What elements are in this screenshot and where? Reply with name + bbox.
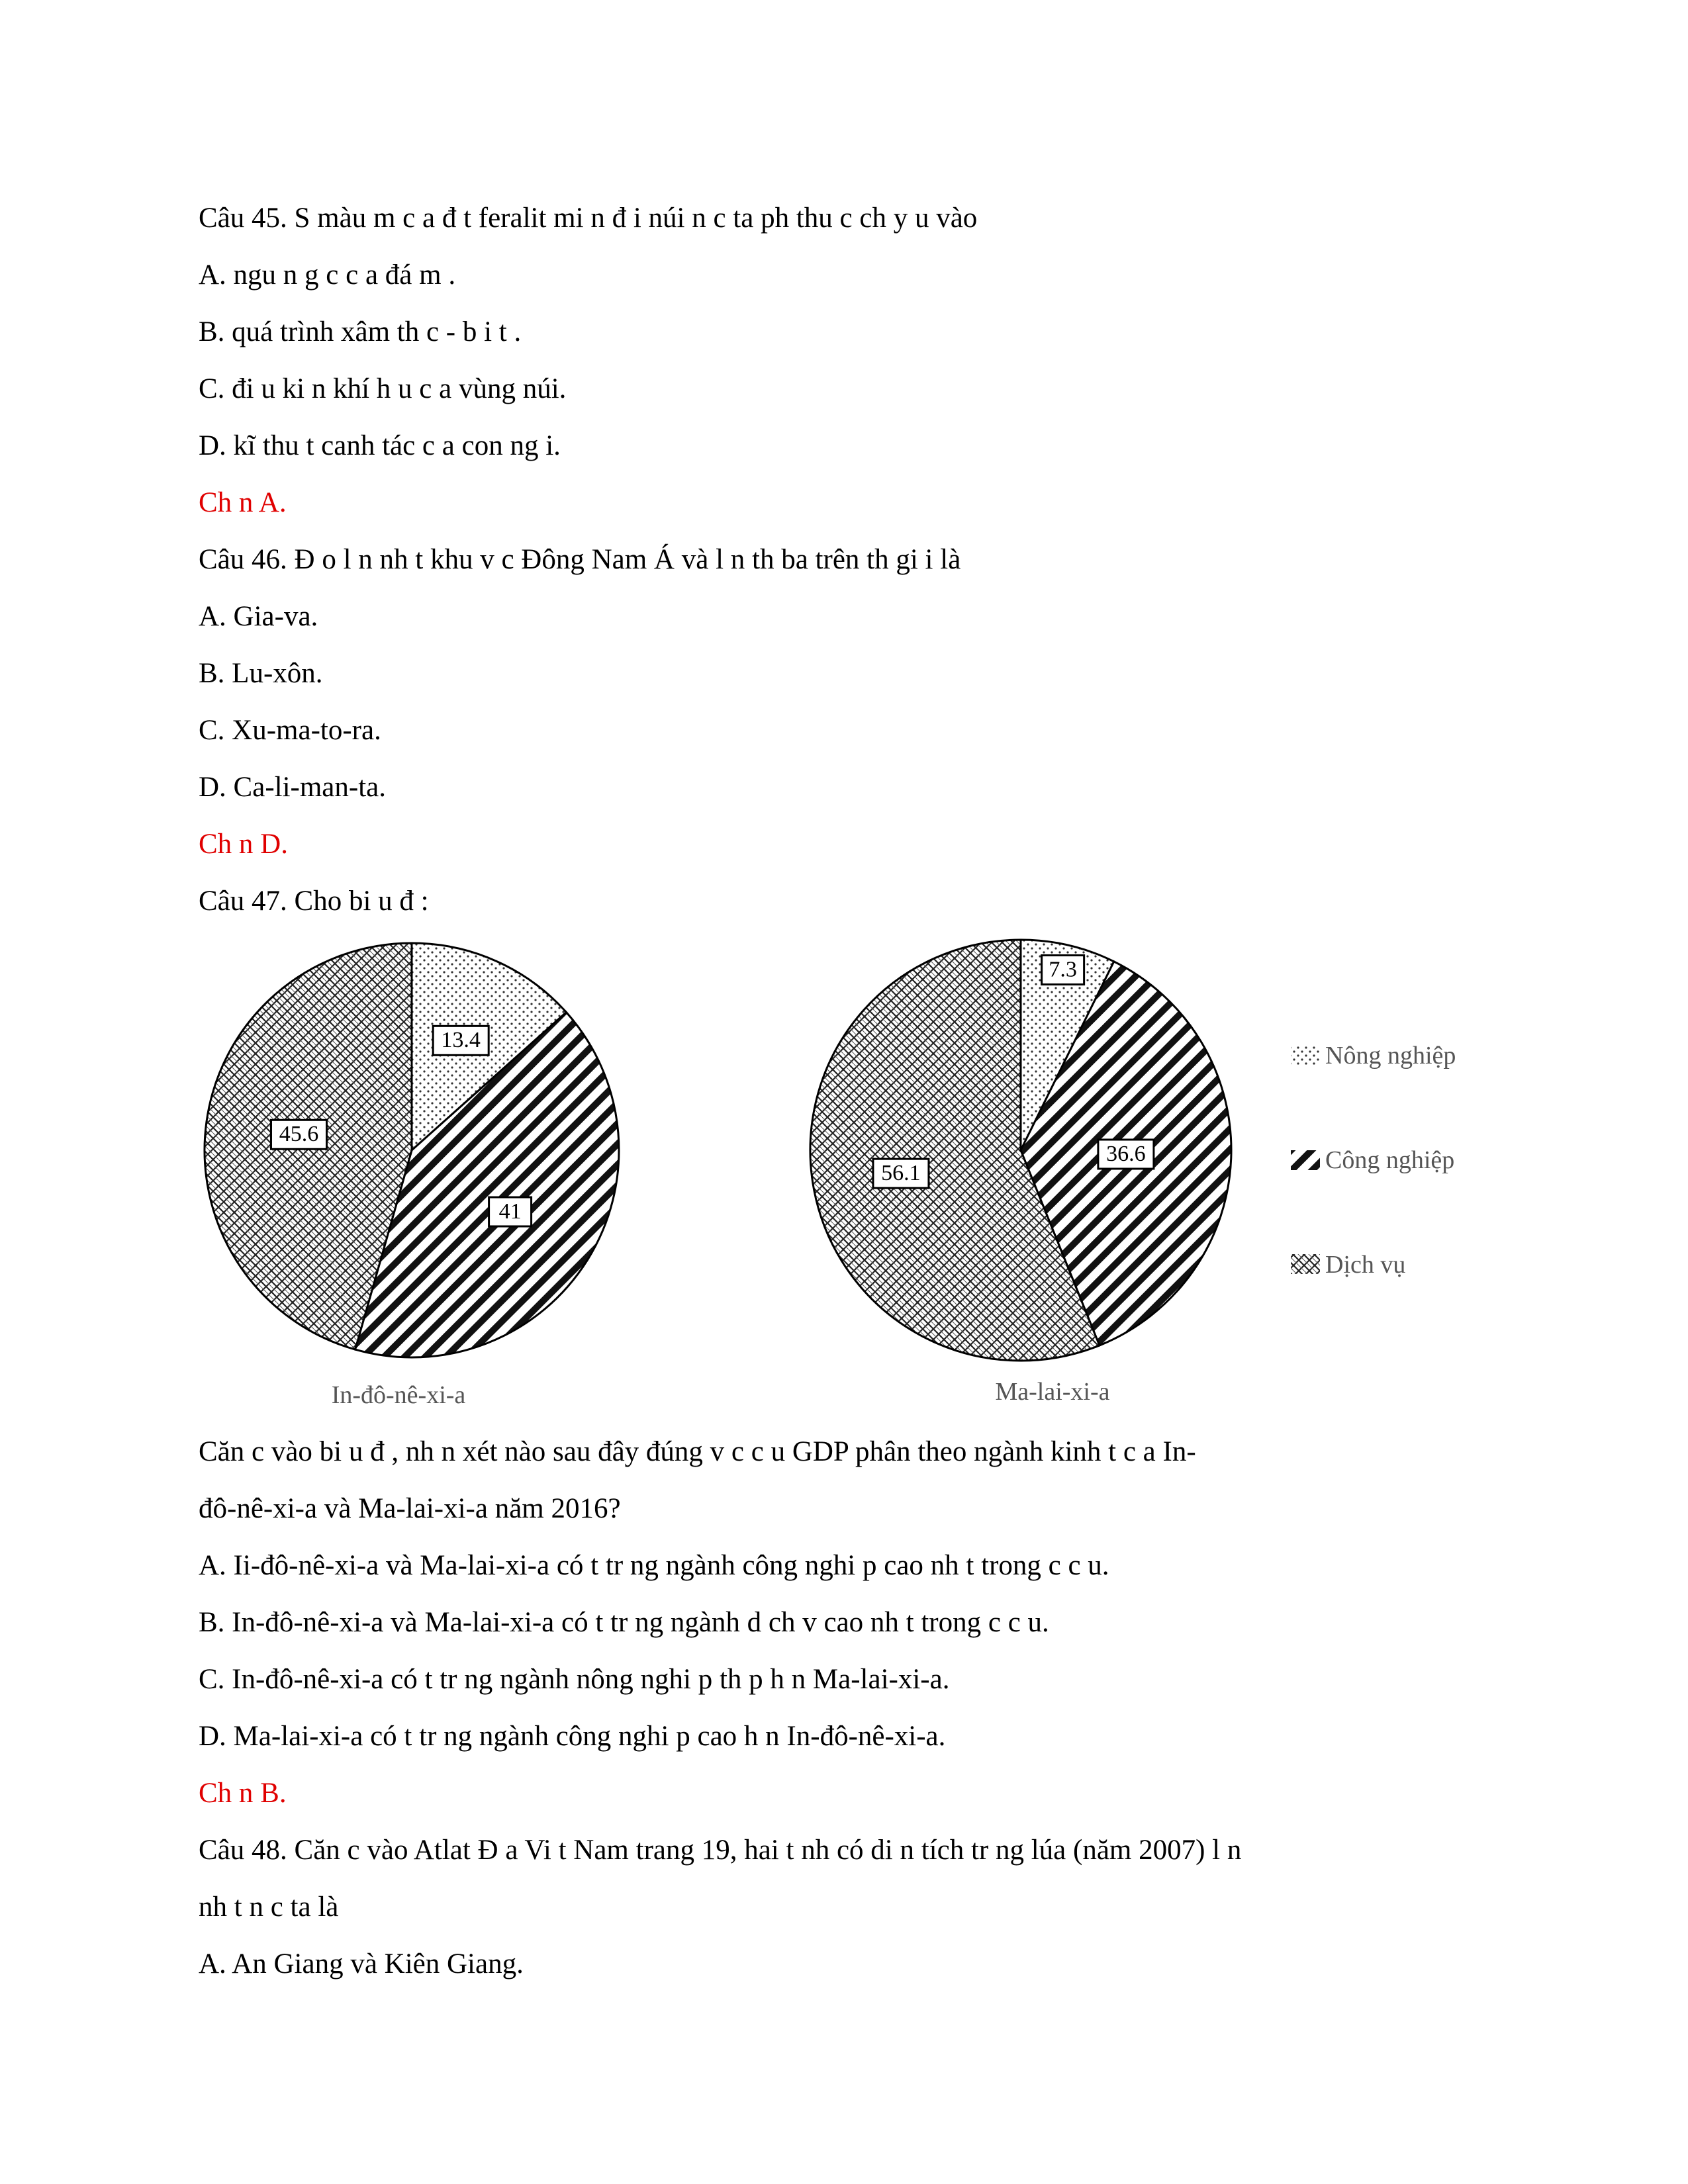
pie1-label-agriculture bbox=[1042, 955, 1084, 984]
pie0-label-agriculture bbox=[433, 1026, 489, 1055]
legend-item-agriculture bbox=[1291, 1042, 1456, 1069]
q46-option-a: A. Gia-va. bbox=[199, 601, 318, 632]
pie0-label-industry bbox=[489, 1197, 532, 1226]
q46-option-c: C. Xu-ma-to-ra. bbox=[199, 715, 381, 746]
q48-stem-line1: Câu 48. Căn c vào Atlat Đ a Vi t Nam trang 19, hai t nh có di n tích tr ng lúa (năm 2007) l n bbox=[199, 1835, 1242, 1866]
svg-text:7.3: 7.3 bbox=[1049, 957, 1077, 982]
q45-option-d: D. kĩ thu t canh tác c a con ng i. bbox=[199, 430, 561, 461]
pie1-caption: Ma-lai-xi-a bbox=[995, 1378, 1110, 1406]
legend-item-industry bbox=[1291, 1146, 1454, 1174]
q45-answer: Ch n A. bbox=[199, 487, 287, 518]
svg-text:36.6: 36.6 bbox=[1106, 1141, 1146, 1166]
legend-label-industry: Công nghiệp bbox=[1325, 1146, 1455, 1174]
q47-intro: Câu 47. Cho bi u đ : bbox=[199, 886, 429, 917]
q47-answer: Ch n B. bbox=[199, 1778, 287, 1809]
legend-swatch-services bbox=[1291, 1254, 1320, 1274]
q45-option-c: C. đi u ki n khí h u c a vùng núi. bbox=[199, 373, 567, 404]
pie-chart-malaysia bbox=[810, 940, 1231, 1406]
q45-question: Câu 45. S màu m c a đ t feralit mi n đ i núi n c ta ph thu c ch y u vào bbox=[199, 203, 978, 234]
pie1-label-services bbox=[873, 1159, 929, 1188]
pie0-caption: In-đô-nê-xi-a bbox=[331, 1381, 466, 1409]
q45-option-b: B. quá trình xâm th c - b i t . bbox=[199, 316, 522, 347]
q45-option-a: A. ngu n g c c a đá m . bbox=[199, 259, 456, 291]
q47-stem-line2: đô-nê-xi-a và Ma-lai-xi-a năm 2016? bbox=[199, 1493, 621, 1524]
svg-text:13.4: 13.4 bbox=[441, 1028, 481, 1053]
pie-chart-indonesia bbox=[205, 943, 619, 1409]
legend-swatch-industry bbox=[1291, 1150, 1320, 1170]
pie1-label-industry bbox=[1098, 1140, 1154, 1169]
q47-option-b: B. In-đô-nê-xi-a và Ma-lai-xi-a có t tr ng ngành d ch v cao nh t trong c c u. bbox=[199, 1607, 1049, 1638]
legend-label-agriculture: Nông nghiệp bbox=[1325, 1042, 1456, 1069]
q46-option-d: D. Ca-li-man-ta. bbox=[199, 772, 386, 803]
svg-text:45.6: 45.6 bbox=[279, 1122, 319, 1147]
pie0-label-services bbox=[271, 1120, 326, 1149]
q47-option-c: C. In-đô-nê-xi-a có t tr ng ngành nông nghi p th p h n Ma-lai-xi-a. bbox=[199, 1664, 950, 1695]
q47-stem-line1: Căn c vào bi u đ , nh n xét nào sau đây đúng v c c u GDP phân theo ngành kinh t c a In- bbox=[199, 1436, 1196, 1467]
legend-label-services: Dịch vụ bbox=[1325, 1251, 1406, 1279]
q48-stem-line2: nh t n c ta là bbox=[199, 1891, 339, 1923]
legend-swatch-agriculture bbox=[1291, 1046, 1320, 1066]
q46-option-b: B. Lu-xôn. bbox=[199, 658, 323, 689]
q46-question: Câu 46. Đ o l n nh t khu v c Đông Nam Á và l n th ba trên th gi i là bbox=[199, 544, 961, 575]
legend-item-services bbox=[1291, 1251, 1405, 1279]
q46-answer: Ch n D. bbox=[199, 829, 288, 860]
q47-option-a: A. Ii-đô-nê-xi-a và Ma-lai-xi-a có t tr ng ngành công nghi p cao nh t trong c c u. bbox=[199, 1550, 1109, 1581]
svg-text:56.1: 56.1 bbox=[881, 1160, 921, 1185]
svg-text:41: 41 bbox=[498, 1199, 522, 1224]
q48-option-a: A. An Giang và Kiên Giang. bbox=[199, 1948, 524, 1979]
legend bbox=[1291, 1042, 1456, 1279]
q47-option-d: D. Ma-lai-xi-a có t tr ng ngành công nghi p cao h n In-đô-nê-xi-a. bbox=[199, 1721, 946, 1752]
pie-charts bbox=[192, 927, 1503, 1416]
